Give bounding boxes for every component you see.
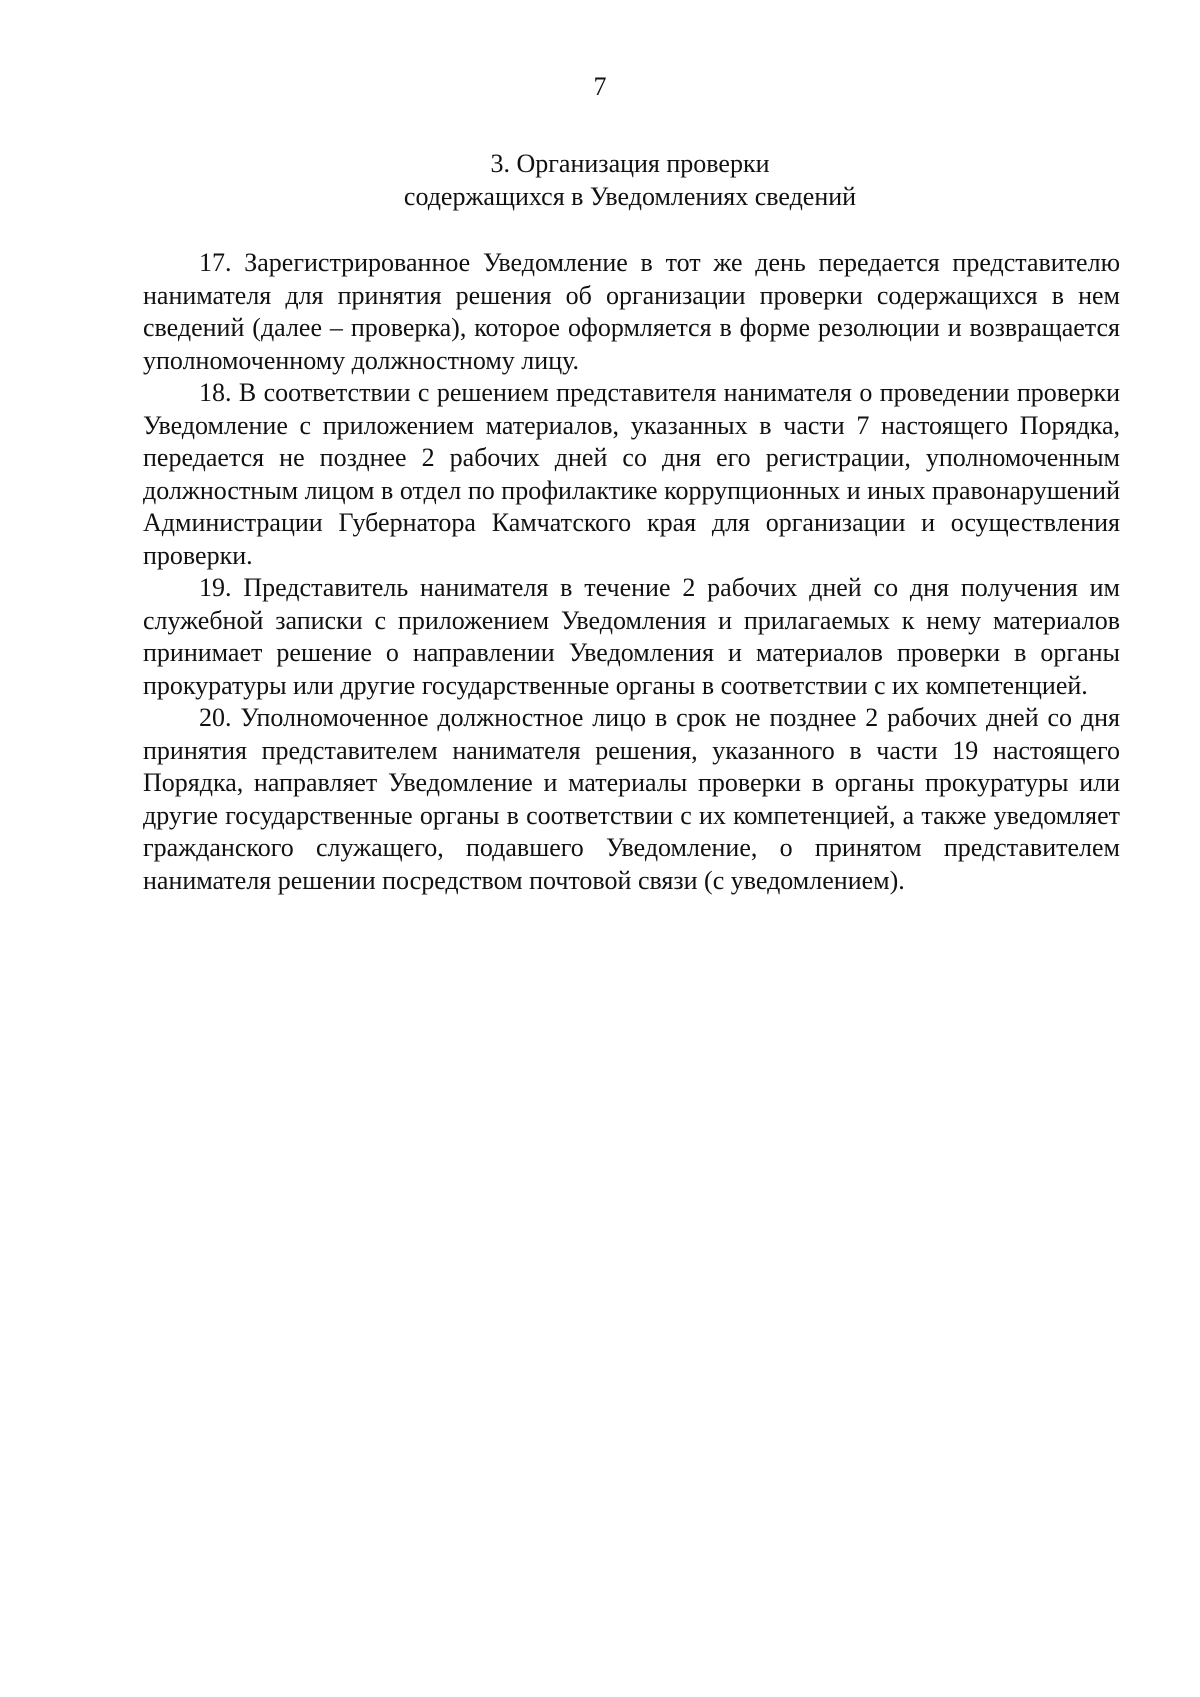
section-title <box>0 148 1200 213</box>
section-title-line-2: содержащихся в Уведомлениях сведений <box>403 181 857 211</box>
document-body <box>143 247 1120 897</box>
paragraph-20: 20. Уполномоченное должностное лицо в срок не позднее 2 рабочих дней со дня принятия представителем нанимателя решения, указанного в части 19 настоящего Порядка, направляет Уведомление и материалы проверки в органы прокуратуры или другие государственные органы в соответствии с их компетенцией, а также уведомляет гражданского служащего, подавшего Уведомление, о принятом представителем нанимателя решении посредством почтовой связи (с уведомлением). <box>143 703 1120 895</box>
paragraph-19: 19. Представитель нанимателя в течение 2 рабочих дней со дня получения им служебной записки с приложением Уведомления и прилагаемых к нему материалов принимает решение о направлении Уведомления и материалов проверки в органы прокуратуры или другие государственные органы в соответствии с их компетенцией. <box>143 573 1120 700</box>
section-title-line-1: 3. Организация проверки <box>490 149 770 178</box>
page-number: 7 <box>593 72 607 101</box>
paragraph-17: 17. Зарегистрированное Уведомление в тот же день передается представителю нанимателя для принятия решения об организации проверки содержащихся в нем сведений (далее – проверка), которое оформляется в форме резолюции и возвращается уполномоченному должностному лицу. <box>143 248 1120 375</box>
paragraph-18: 18. В соответствии с решением представителя нанимателя о проведении проверки Уведомление с приложением материалов, указанных в части 7 настоящего Порядка, передается не позднее 2 рабочих дней со дня его регистрации, уполномоченным должностным лицом в отдел по профилактике коррупционных и иных правонарушений Администрации Губернатора Камчатского края для организации и осуществления проверки. <box>143 378 1120 570</box>
